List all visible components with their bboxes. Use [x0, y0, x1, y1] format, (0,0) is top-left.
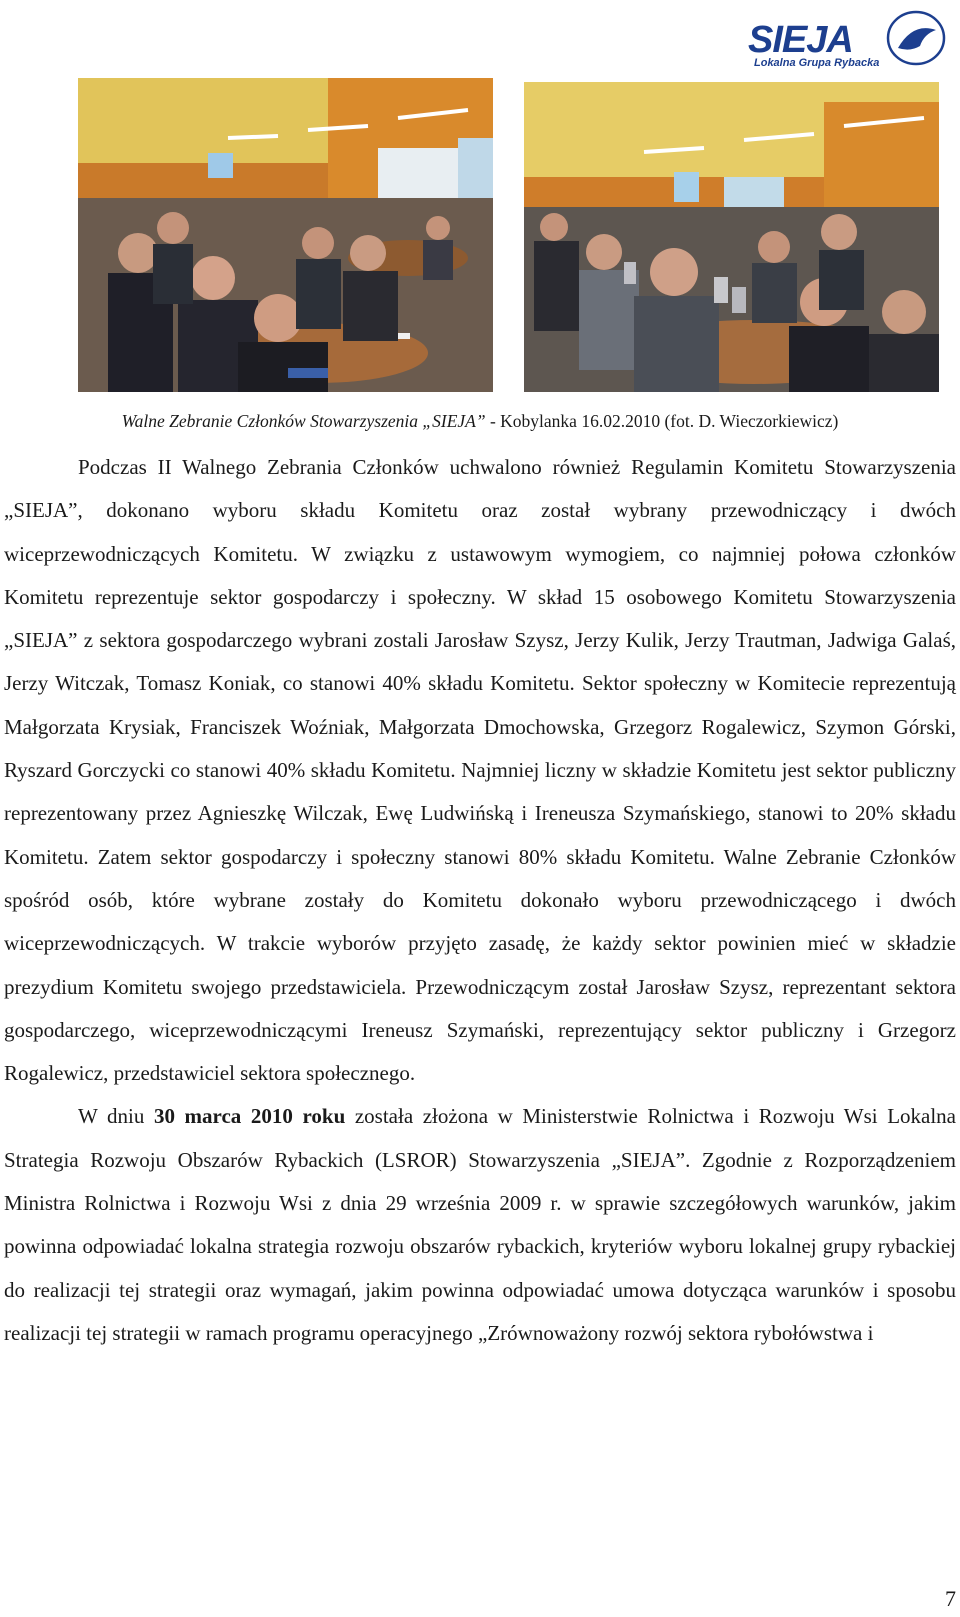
caption-italic: Walne Zebranie Członków Stowarzyszenia „SIEJA” [121, 411, 486, 431]
svg-text:SIEJA: SIEJA [748, 19, 853, 61]
page-number: 7 [945, 1586, 956, 1611]
fish-icon [898, 28, 936, 49]
sieja-logo [748, 8, 953, 70]
meeting-photo-left [78, 78, 493, 392]
paragraph-committee: Podczas II Walnego Zebrania Członków uchwalono również Regulamin Komitetu Stowarzyszenia „SIEJA”, dokonano wyboru składu Komitetu oraz został wybrany przewodniczący i dwóch wiceprzewodniczących Komitetu. W związku z ustawowym wymogiem, co najmniej połowa członków Komitetu reprezentuje sektor gospodarczy i społeczny. W skład 15 osobowego Komitetu Stowarzyszenia „SIEJA” z sektora gospodarczego wybrani zostali Jarosław Szysz, Jerzy Kulik, Jerzy Trautman, Jadwiga Galaś, Jerzy Witczak, Tomasz Koniak, co stanowi 40% składu Komitetu. Sektor społeczny w Komitecie reprezentują Małgorzata Krysiak, Franciszek Woźniak, Małgorzata Dmochowska, Grzegorz Rogalewicz, Szymon Górski, Ryszard Gorczycki co stanowi 40% składu Komitetu. Najmniej liczny w składzie Komitetu jest sektor publiczny reprezentowany przez Agnieszkę Wilczak, Ewę Ludwińską i Ireneusza Szymańskiego, stanowi to 20% składu Komitetu. Zatem sektor gospodarczy i społeczny stanowi 80% składu Komitetu. Walne Zebranie Członków spośród osób, które wybrane zostały do Komitetu dokonało wyboru przewodniczącego i dwóch wiceprzewodniczących. W trakcie wyborów przyjęto zasadę, że każdy sektor powinien mieć w składzie prezydium Komitetu swojego przedstawiciela. Przewodniczącym został Jarosław Szysz, reprezentant sektora gospodarczego, wiceprzewodniczącymi Ireneusz Szymański, reprezentujący sektor publiczny i Grzegorz Rogalewicz, przedstawiciel sektora społecznego. [4, 455, 956, 1086]
strategy-text: została złożona w Ministerstwie Rolnictwa i Rozwoju Wsi Lokalna Strategia Rozwoju Obszarów Rybackich (LSROR) Stowarzyszenia „SIEJA”. Zgodnie z Rozporządzeniem Ministra Rolnictwa i Rozwoju Wsi z dnia 29 września 2009 r. w sprawie szczegółowych warunków, jakim powinna odpowiadać lokalna strategia rozwoju obszarów rybackich, kryteriów wyboru lokalnej grupy rybackiej do realizacji tej strategii oraz wymagań, jakim powinna odpowiadać umowa dotycząca warunków i sposobu realizacji tej strategii w ramach programu operacyjnego „Zrównoważony rozwój sektora rybołówstwa i [4, 1104, 956, 1345]
strategy-intro: W dniu [78, 1104, 154, 1129]
caption-plain: - Kobylanka 16.02.2010 (fot. D. Wieczorkiewicz) [485, 411, 839, 431]
document-body [4, 446, 956, 1355]
meeting-photo-right [524, 82, 939, 392]
sieja-logo-graphic [748, 8, 953, 70]
paragraph-strategy [4, 1095, 956, 1355]
svg-text:Lokalna Grupa Rybacka: Lokalna Grupa Rybacka [754, 57, 880, 69]
strategy-date: 30 marca 2010 roku [153, 1104, 346, 1129]
photo-caption [0, 410, 960, 432]
